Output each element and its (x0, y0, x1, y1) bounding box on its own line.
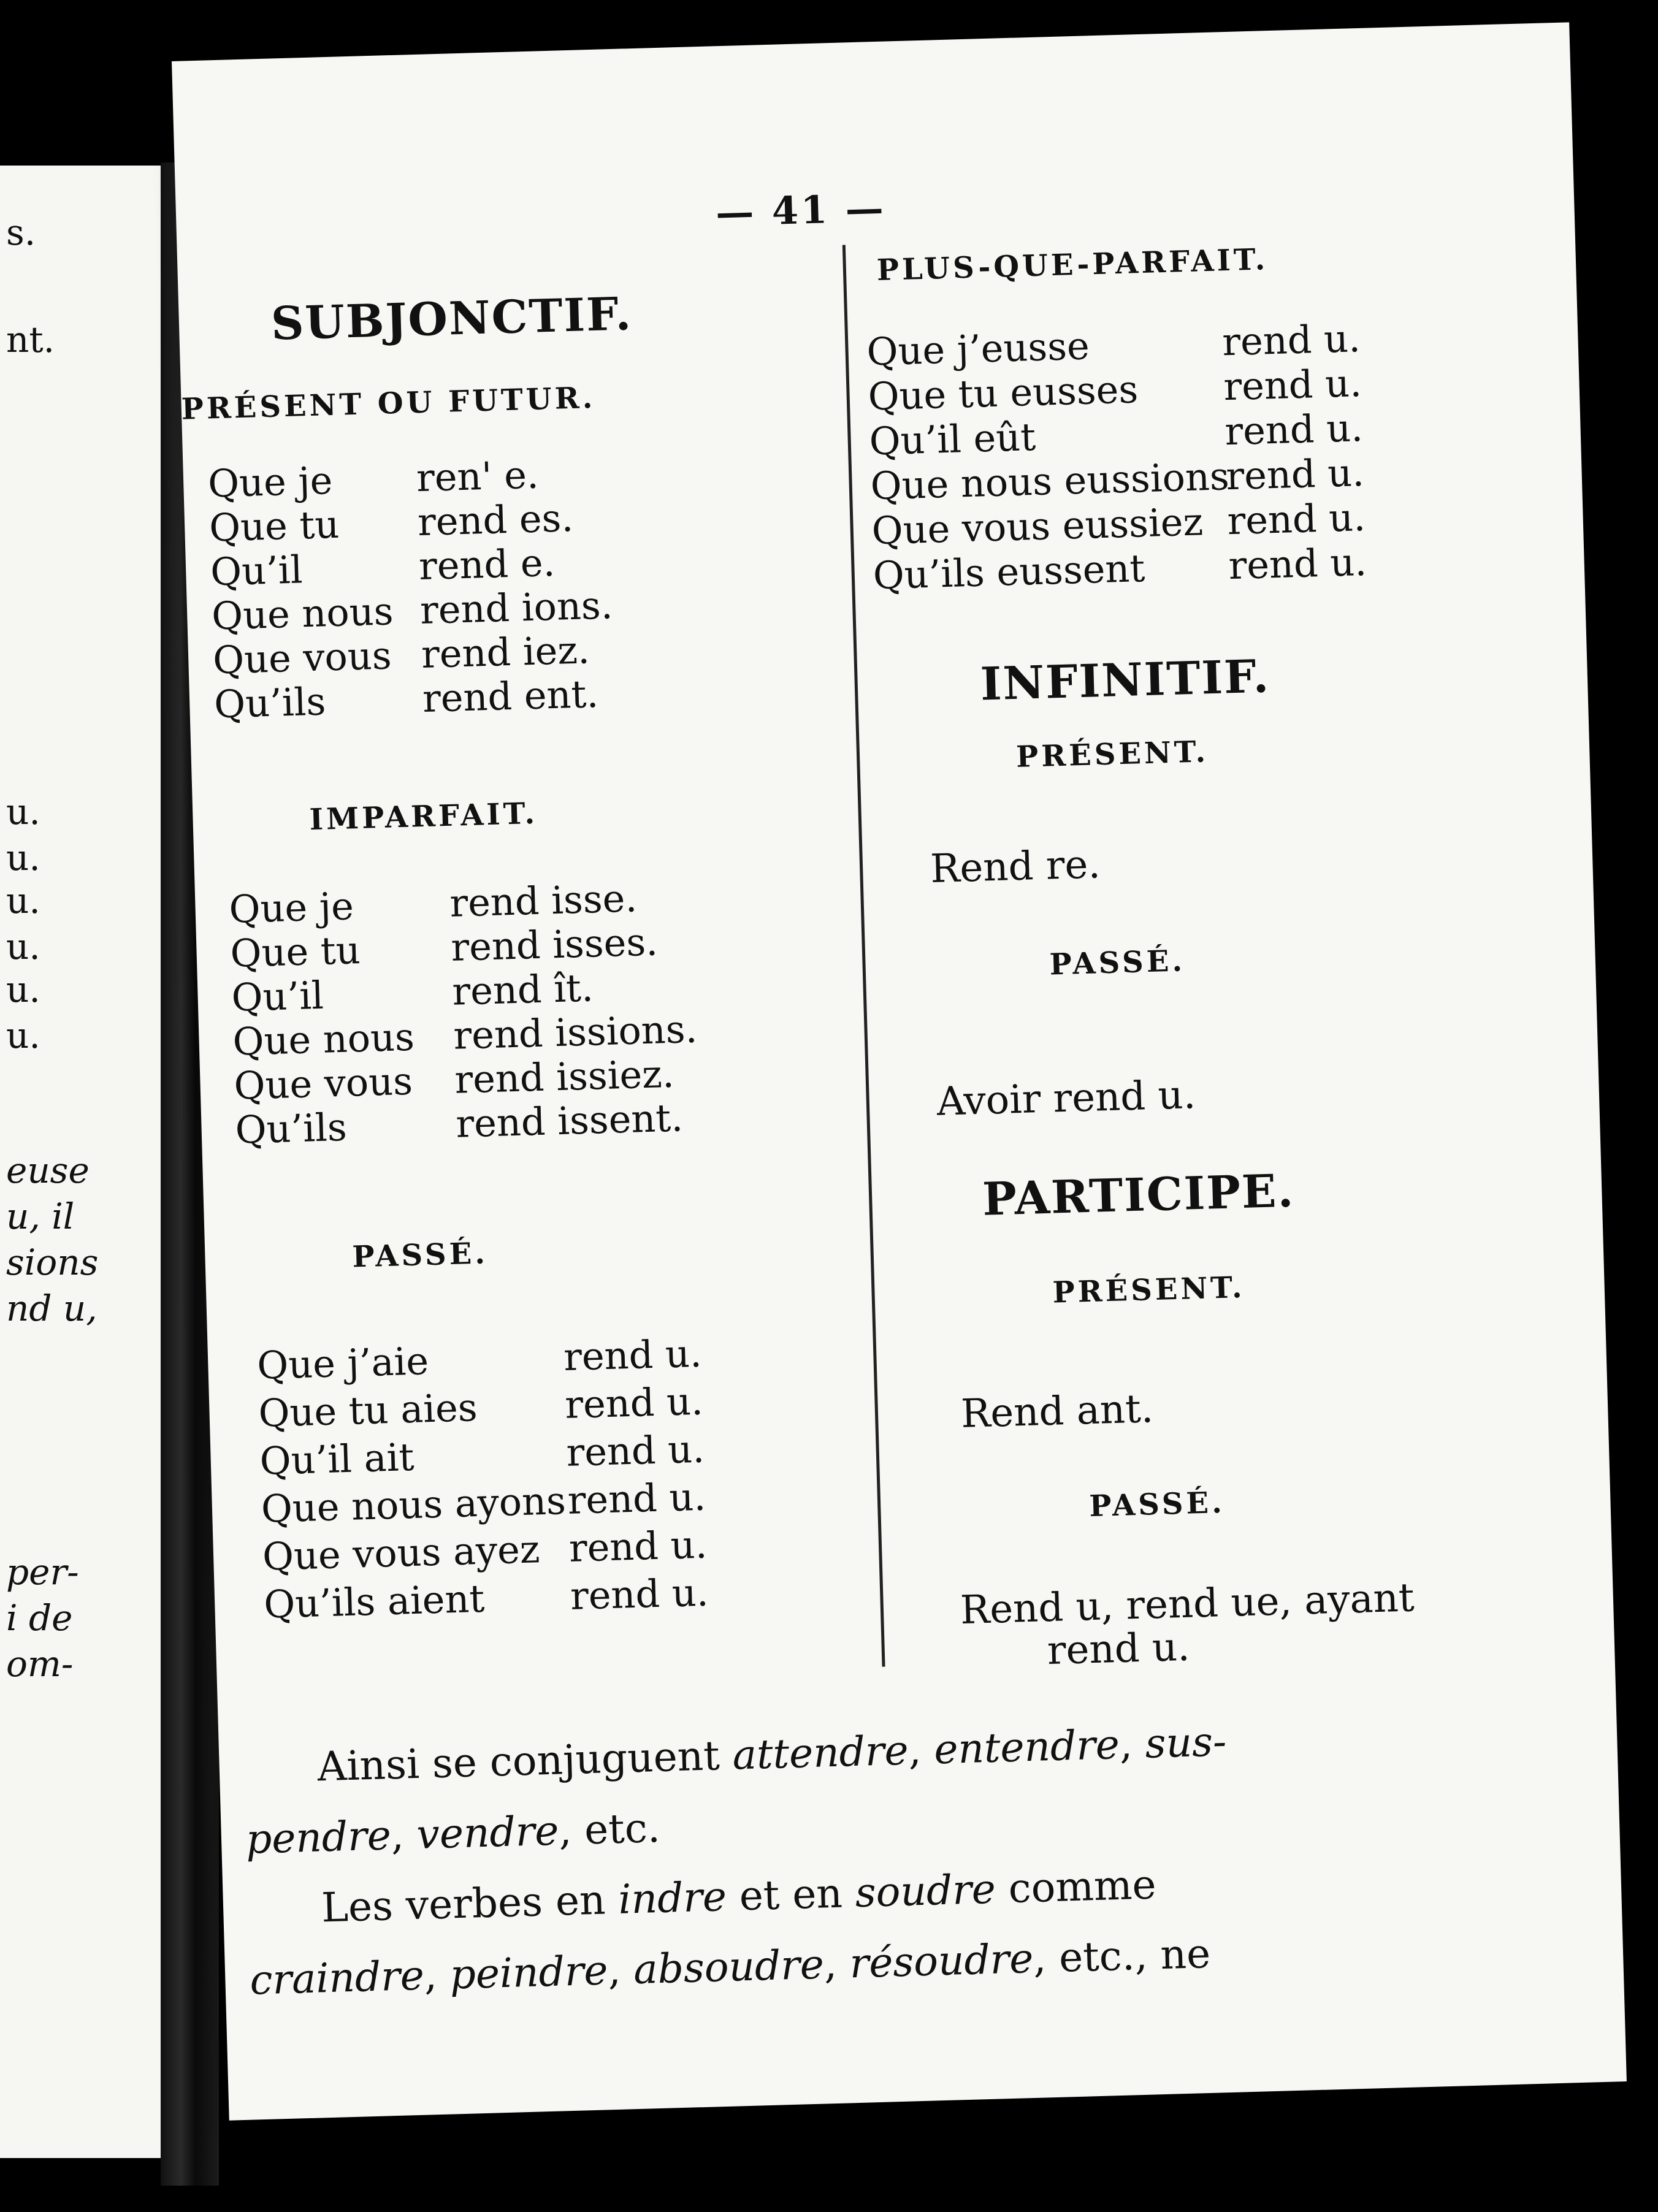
facing-page-text: nt. (6, 319, 55, 360)
facing-page-fragment (0, 166, 166, 2158)
note-verb: absoudre (633, 1940, 825, 1994)
pqp-heading: PLUS-QUE-PARFAIT. (876, 242, 1269, 288)
verb-form: rend isses. (450, 919, 659, 970)
conjugation-row (232, 1006, 698, 1064)
pronoun: Que tu eusses (867, 367, 1139, 419)
verb-form: ren' e. (416, 452, 540, 501)
pronoun: Que tu (229, 927, 361, 976)
conjugation-row (208, 495, 574, 551)
pronoun: Qu’ils aient (263, 1576, 486, 1627)
conjugation-row (260, 1474, 707, 1531)
facing-page-text: om- (6, 1643, 74, 1685)
facing-page-text: sions (6, 1241, 99, 1283)
verb-form: rend u. (567, 1474, 707, 1523)
conjugation-row (212, 627, 590, 683)
note-text: et en (725, 1869, 856, 1920)
conjugation-row (213, 671, 599, 727)
note-text: Ainsi se conjuguent (316, 1731, 733, 1791)
facing-page-text: u. (6, 837, 40, 879)
verb-form: rend u. (564, 1378, 704, 1427)
infinitif-title: INFINITIF. (979, 650, 1271, 711)
verb-form: rend u. (570, 1569, 709, 1619)
pronoun: Que vous (212, 633, 392, 683)
note-verb: craindre (249, 1951, 425, 2004)
conjugation-row (259, 1426, 705, 1484)
conjugation-note-line-1 (316, 1718, 1228, 1791)
note-sep: , (390, 1810, 418, 1859)
pronoun: Qu’ils (213, 679, 327, 727)
note-verb: soudre (854, 1865, 996, 1917)
verb-form: rend u. (1224, 405, 1364, 454)
pronoun: Que tu aies (258, 1384, 478, 1436)
note-verb: pendre (245, 1812, 392, 1863)
note-sep: , (907, 1726, 935, 1774)
facing-page-text: euse (6, 1150, 90, 1191)
facing-page-text: u. (6, 1015, 40, 1056)
subjonctif-sections (172, 22, 1569, 61)
verb-form: rend e. (418, 540, 556, 589)
infinitif-present-form: Rend re. (930, 842, 1101, 892)
pronoun: Que j’aie (256, 1338, 429, 1388)
pronoun: Que vous eussiez (871, 499, 1204, 554)
pronoun: Qu’il eût (868, 414, 1037, 464)
participe-passe-line-2: rend u. (1046, 1624, 1191, 1674)
conjugation-row (869, 449, 1365, 509)
conjugation-row (866, 316, 1361, 375)
tense-heading: PASSÉ. (351, 1236, 489, 1275)
verb-form: rend u. (568, 1522, 708, 1571)
pronoun: Que je (228, 883, 354, 932)
pronoun: Que vous ayez (262, 1527, 541, 1579)
facing-page-text: s. (6, 212, 36, 253)
conjugation-row (211, 582, 614, 639)
conjugation-row (872, 539, 1367, 598)
tense-heading: PRÉSENT OU FUTUR. (181, 380, 597, 427)
conjugation-row (229, 919, 659, 976)
note-sep: , (423, 1951, 451, 1999)
note-text: , etc., ne (1033, 1929, 1212, 1982)
pqp-conjugation-list (172, 22, 1569, 61)
verb-form: rend u. (1225, 449, 1365, 499)
conjugation-row (228, 875, 638, 932)
verb-form: rend ent. (422, 671, 599, 721)
participe-title: PARTICIPE. (982, 1164, 1296, 1226)
note-verb: entendre (933, 1720, 1120, 1774)
pronoun: Que tu (208, 502, 340, 551)
note-verb: sus- (1144, 1718, 1228, 1768)
conjugation-row (871, 494, 1366, 554)
book-page (172, 22, 1627, 2120)
note-verb: vendre (416, 1807, 560, 1858)
subjonctif-title: SUBJONCTIF. (270, 288, 633, 351)
verb-form: rend iez. (421, 627, 590, 677)
facing-page-text: nd u, (6, 1287, 97, 1329)
conjugation-row (210, 540, 556, 595)
pronoun: Qu’il ait (259, 1434, 415, 1484)
participe-present-heading: PRÉSENT. (1052, 1270, 1246, 1310)
verb-form: rend es. (417, 495, 574, 545)
conjugation-row (868, 405, 1364, 464)
conjugation-note-line-3 (321, 1861, 1157, 1932)
verb-form: rend issiez. (454, 1051, 675, 1102)
pronoun: Qu’ils eussent (872, 546, 1146, 598)
conjugation-row (234, 1095, 684, 1153)
page-number: — 41 — (715, 185, 887, 235)
verb-form: rend u. (1226, 494, 1366, 544)
pronoun: Qu’il (231, 972, 324, 1020)
verb-form: rend u. (1221, 316, 1361, 365)
note-verb: résoudre (849, 1934, 1034, 1988)
verb-form: rend ions. (419, 582, 614, 633)
verb-form: rend u. (563, 1330, 703, 1379)
note-sep: , (607, 1946, 635, 1994)
pronoun: Que nous (232, 1014, 415, 1064)
facing-page-text: u. (6, 969, 40, 1010)
pronoun: Qu’il (210, 547, 304, 595)
conjugation-row (263, 1569, 709, 1627)
conjugation-note-line-4 (249, 1929, 1212, 2004)
pronoun: Que je (207, 457, 334, 506)
note-verb: attendre (732, 1726, 909, 1779)
conjugation-row (867, 360, 1362, 419)
conjugation-note-line-2 (245, 1804, 661, 1863)
pronoun: Que nous eussions (869, 454, 1230, 509)
verb-form: rend isse. (449, 875, 638, 926)
verb-form: rend ît. (451, 965, 594, 1014)
facing-page-text: u. (6, 791, 40, 833)
participe-passe-line-1: Rend u, rend ue, ayant (960, 1575, 1415, 1634)
conjugation-row (207, 452, 540, 506)
note-text: comme (995, 1861, 1157, 1913)
infinitif-passe-form: Avoir rend u. (936, 1072, 1197, 1125)
facing-page-text: u. (6, 880, 40, 921)
verb-form: rend issent. (455, 1095, 684, 1146)
participe-passe-heading: PASSÉ. (1088, 1485, 1226, 1524)
pronoun: Que j’eusse (866, 323, 1090, 375)
conjugation-row (258, 1378, 704, 1436)
note-text: , etc. (558, 1804, 661, 1855)
pronoun: Qu’ils (234, 1104, 348, 1153)
pronoun: Que nous ayons (260, 1478, 567, 1531)
infinitif-passe-heading: PASSÉ. (1049, 944, 1186, 982)
pronoun: Que vous (233, 1058, 413, 1108)
note-sep: , (1118, 1720, 1146, 1768)
note-verb: indre (617, 1872, 727, 1923)
note-verb: peindre (449, 1947, 609, 1999)
facing-page-text: u. (6, 926, 40, 967)
infinitif-present-heading: PRÉSENT. (1015, 734, 1209, 774)
verb-form: rend u. (1228, 539, 1367, 589)
facing-page-text: per- (6, 1551, 79, 1593)
note-sep: , (823, 1940, 850, 1988)
conjugation-row (262, 1522, 708, 1579)
verb-form: rend u. (1223, 360, 1362, 410)
conjugation-row (231, 965, 594, 1020)
tense-heading: IMPARFAIT. (308, 796, 538, 837)
facing-page-text: i de (6, 1597, 73, 1639)
pronoun: Que nous (211, 589, 394, 639)
conjugation-row (233, 1051, 675, 1108)
verb-form: rend u. (565, 1426, 705, 1475)
note-text: Les verbes en (321, 1875, 619, 1932)
participe-present-form: Rend ant. (960, 1386, 1155, 1437)
conjugation-row (256, 1330, 703, 1388)
facing-page-text: u, il (6, 1196, 75, 1237)
verb-form: rend issions. (453, 1006, 698, 1058)
